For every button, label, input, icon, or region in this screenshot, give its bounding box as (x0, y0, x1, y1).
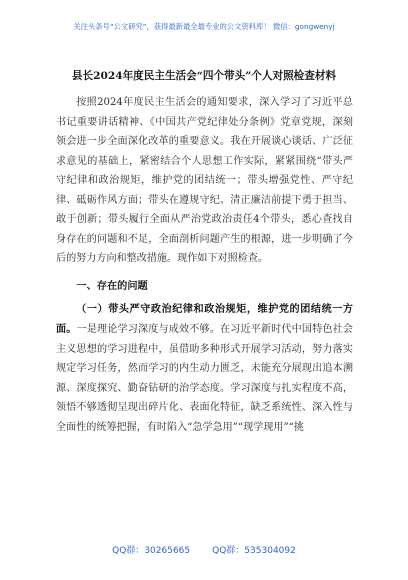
subsection-paragraph (56, 300, 353, 437)
document-body (56, 93, 353, 437)
footer-qq-group-1: QQ群：30265665 (112, 546, 191, 556)
document-title: 县长2024年度民主生活会“四个带头”个人对照检查材料 (71, 70, 337, 82)
subsection-heading: （一）带头严守政治纪律和政治规矩，维护党的团结统一方面。 (56, 304, 353, 336)
intro-paragraph: 按照2024年度民主生活会的通知要求，深入学习了习近平总书记重要讲话精神、《中国共产党纪律处分条例》党章党规，深刻领会进一步全面深化改革的重要意义。我在开展谈心谈话、广泛征求意见的基础上，紧密结合个人思想工作实际，紧紧围绕“带头严守纪律和政治规矩，维护党的团结统一；带头增强党性、严守纪律、砥砺作风方面；带头在遵规守纪、清正廉洁前提下勇于担当、敢于创新；带头履行全面从严治党政治责任4个带头，悉心查找自身存在的问题和不足，全面剖析问题产生的根源，进一步明确了今后的努力方向和整改措施。现作如下对照检查。 (56, 97, 353, 265)
subsection-body: 一是理论学习深度与成效不够。在习近平新时代中国特色社会主义思想的学习进程中，虽借助多种形式开展学习活动，努力落实规定学习任务，然而学习的内生动力匮乏，未能充分展现出追本溯源、深度探究、勤奋钻研的治学态度。学习深度与扎实程度不高，领悟不够透彻呈现出碎片化、表面化特征，缺乏系统性、深入性与全面性的统筹把握，有时陷入“急学急用”“现学现用”“挑 (56, 324, 354, 433)
footer-qq-groups (0, 545, 408, 557)
section-heading: 一、存在的问题 (76, 280, 148, 292)
footer-qq-group-2: QQ群：535304092 (212, 546, 296, 556)
header-banner: 关注头条号“公文研究”，获得最新最全最专业的公文资料库！ 微信：gongwenyj (73, 22, 335, 31)
